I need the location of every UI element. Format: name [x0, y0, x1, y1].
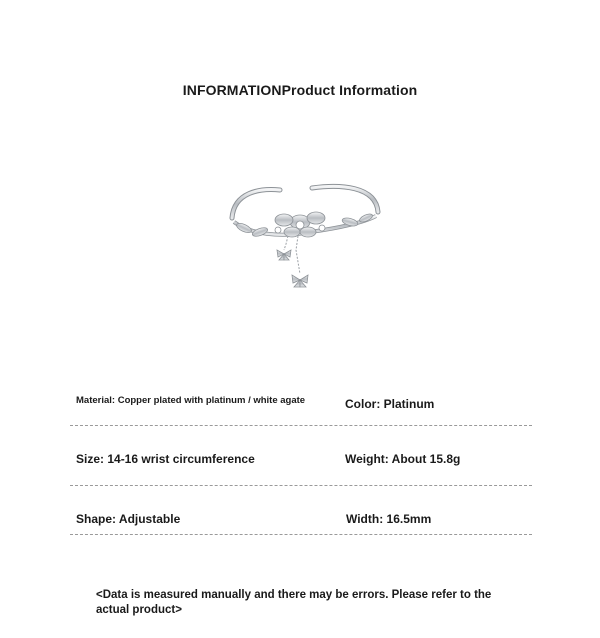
spec-shape: Shape: Adjustable: [76, 512, 181, 526]
divider: [70, 534, 532, 535]
spec-color: Color: Platinum: [345, 397, 435, 411]
bracelet-icon: [200, 170, 400, 305]
product-image: [200, 170, 400, 305]
spec-table: [70, 385, 532, 540]
divider: [70, 485, 532, 486]
divider: [70, 425, 532, 426]
spec-width: Width: 16.5mm: [346, 512, 432, 526]
page-title: INFORMATIONProduct Information: [182, 82, 418, 98]
disclaimer-note: <Data is measured manually and there may be errors. Please refer to the actual product>: [96, 589, 492, 616]
spec-weight: Weight: About 15.8g: [345, 452, 461, 466]
spec-material: Material: Copper plated with platinum / white agate: [76, 395, 306, 406]
spec-size: Size: 14-16 wrist circumference: [76, 452, 255, 466]
